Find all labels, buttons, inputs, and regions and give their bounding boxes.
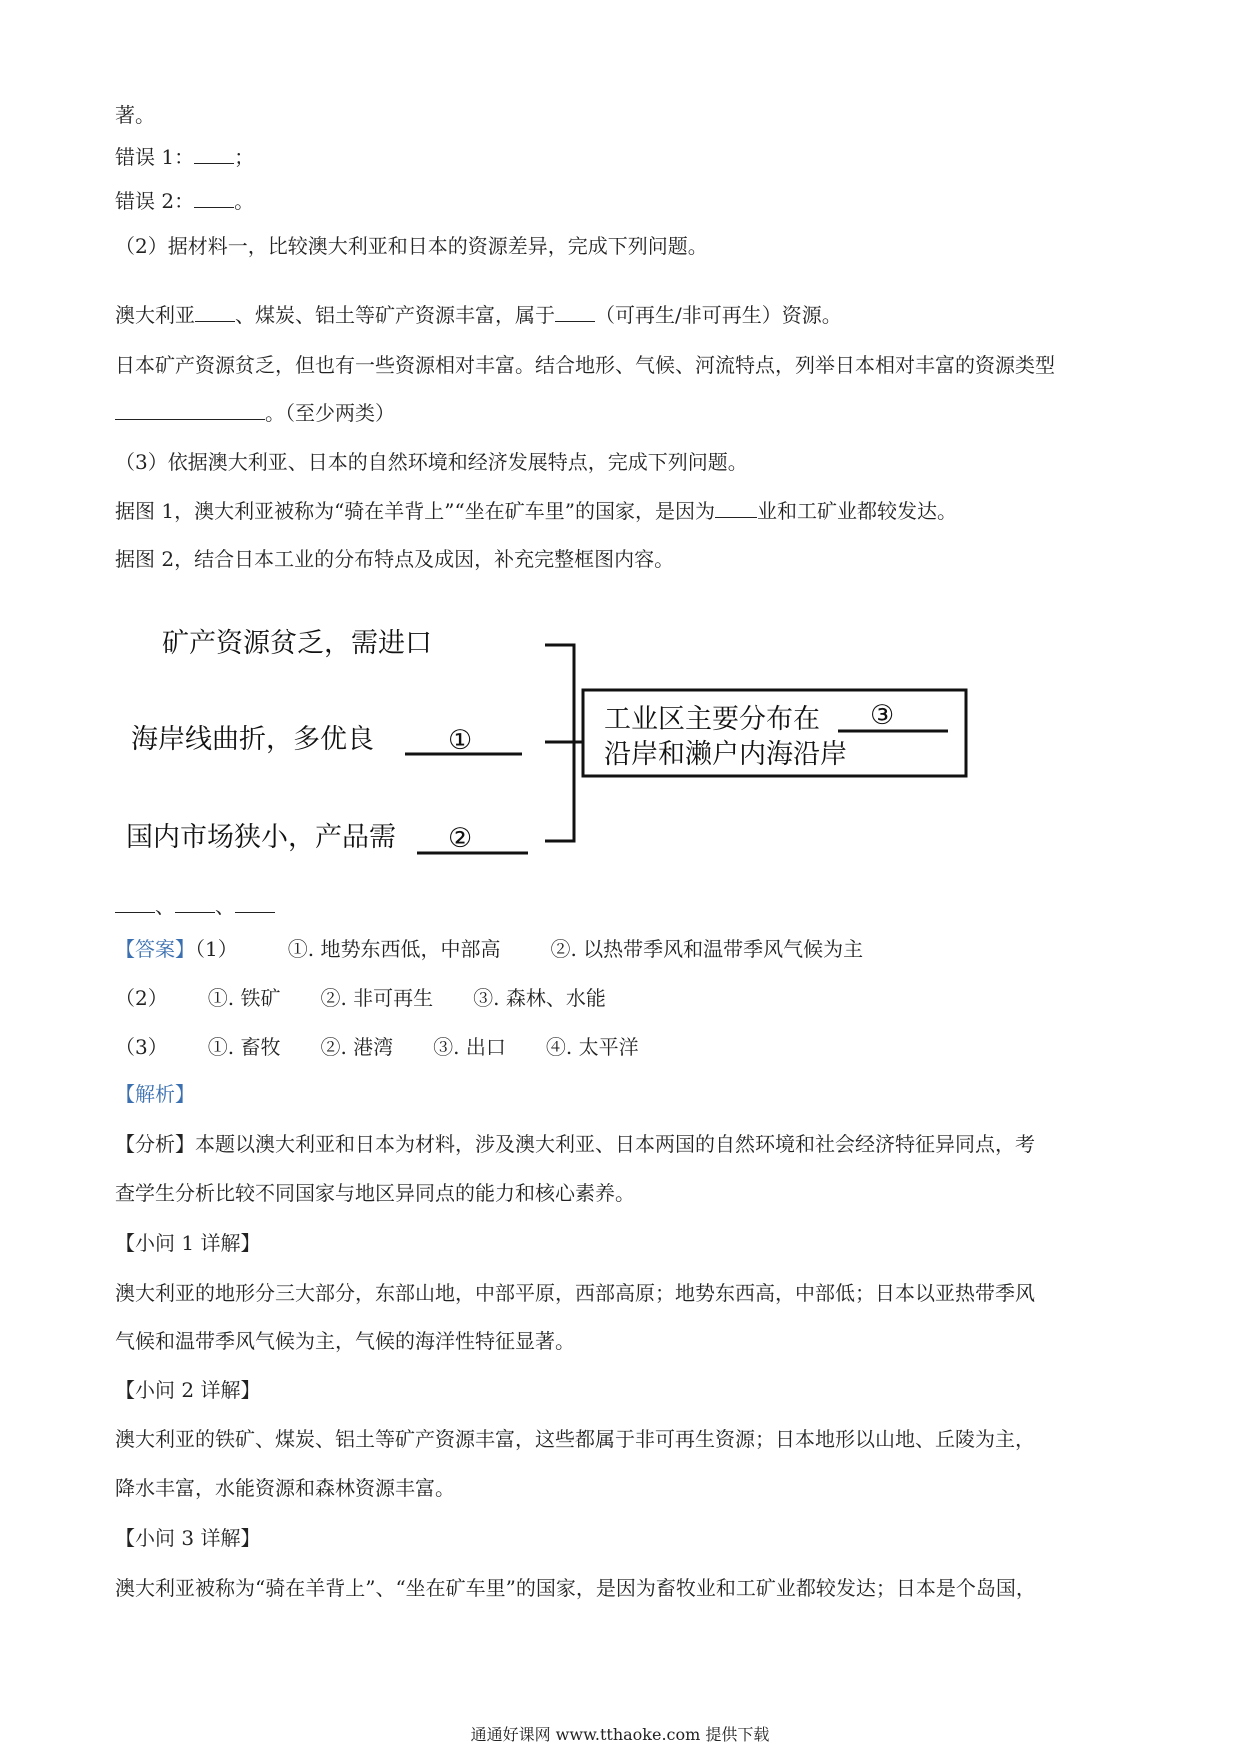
analysis-text: 澳大利亚被称为“骑在羊背上”、“坐在矿车里”的国家，是因为畜牧业和工矿业都较发达；日本是个岛国， <box>115 1576 1036 1600</box>
answer-row-2: （2） ①. 铁矿 ②. 非可再生 ③. 森林、水能 <box>115 986 606 1010</box>
diagram-box-line-1: 工业区主要分布在 <box>604 704 820 735</box>
answer-blank[interactable] <box>235 892 275 913</box>
sub-question-title: 【小问 1 详解】 <box>115 1231 261 1255</box>
sub-question-title: 【小问 3 详解】 <box>115 1526 261 1550</box>
diagram-left-text-3: 国内市场狭小，产品需 <box>126 822 396 853</box>
question-3-line-1: 据图 1，澳大利亚被称为“骑在羊背上”“坐在矿车里”的国家，是因为 业和工矿业都较发达。 <box>115 499 957 523</box>
answer-row-3: （3） ①. 畜牧 ②. 港湾 ③. 出口 ④. 太平洋 <box>115 1035 639 1059</box>
diagram-mark-3: ③ <box>870 700 895 731</box>
analysis-label: 【解析】 <box>115 1082 195 1106</box>
diagram-box-line-2: 沿岸和濑户内海沿岸 <box>604 739 847 770</box>
analysis-text: 澳大利亚的地形分三大部分，东部山地，中部平原，西部高原；地势东西高，中部低；日本以亚热带季风 <box>115 1281 1035 1305</box>
question-2-line-1: 澳大利亚 、煤炭、铝土等矿产资源丰富，属于 （可再生/非可再生）资源。 <box>115 303 842 327</box>
answer-row-1: 【答案】（1） ①. 地势东西低，中部高 ②. 以热带季风和温带季风气候为主 <box>115 937 864 961</box>
error-2-line: 错误 2： 。 <box>115 189 255 213</box>
diagram-left-text-1: 矿产资源贫乏，需进口 <box>162 628 432 659</box>
answer-blank[interactable] <box>175 892 215 913</box>
text-line: 著。 <box>115 103 155 127</box>
blanks-row: 、 、 <box>115 892 275 920</box>
diagram-left-text-2: 海岸线曲折，多优良 <box>131 724 374 755</box>
answer-label: 【答案】 <box>115 937 195 961</box>
diagram-mark-2: ② <box>448 823 473 854</box>
question-2-line-3: 。（至少两类） <box>115 399 395 427</box>
diagram-mark-1: ① <box>448 725 473 756</box>
analysis-text: 【分析】本题以澳大利亚和日本为材料，涉及澳大利亚、日本两国的自然环境和社会经济特征异同点，考 <box>115 1132 1035 1156</box>
question-3-line-2: 据图 2，结合日本工业的分布特点及成因，补充完整框图内容。 <box>115 547 675 571</box>
sub-question-title: 【小问 2 详解】 <box>115 1378 261 1402</box>
answer-blank[interactable] <box>115 892 155 913</box>
page-footer: 通通好课网 www.tthaoke.com 提供下载 <box>470 1725 770 1744</box>
analysis-text: 澳大利亚的铁矿、煤炭、铝土等矿产资源丰富，这些都属于非可再生资源；日本地形以山地、丘陵为主， <box>115 1427 1035 1451</box>
analysis-text: 气候和温带季风气候为主，气候的海洋性特征显著。 <box>115 1329 575 1353</box>
analysis-text: 降水丰富，水能资源和森林资源丰富。 <box>115 1476 455 1500</box>
question-3-title: （3）依据澳大利亚、日本的自然环境和经济发展特点，完成下列问题。 <box>115 450 748 474</box>
analysis-text: 查学生分析比较不同国家与地区异同点的能力和核心素养。 <box>115 1181 635 1205</box>
error-1-line: 错误 1： ； <box>115 145 255 169</box>
question-2-title: （2）据材料一，比较澳大利亚和日本的资源差异，完成下列问题。 <box>115 234 708 258</box>
question-2-line-2: 日本矿产资源贫乏，但也有一些资源相对丰富。结合地形、气候、河流特点，列举日本相对丰富的资源类型 <box>115 353 1055 377</box>
